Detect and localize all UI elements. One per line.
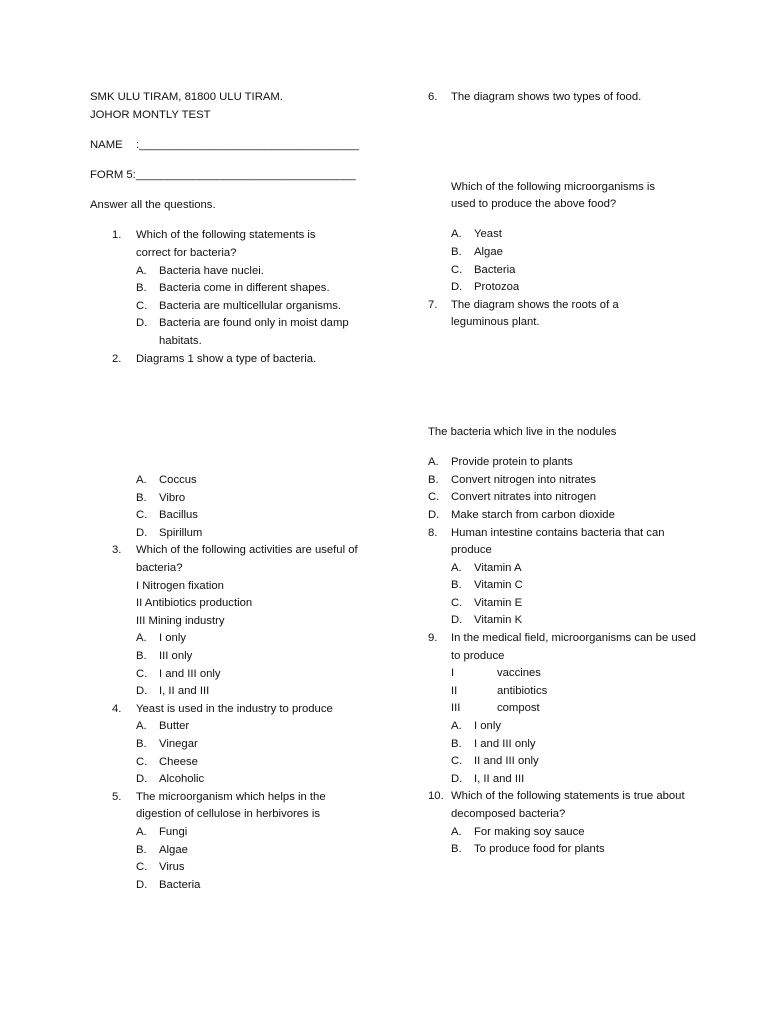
question-3-statements [136, 578, 430, 631]
right-column [428, 89, 768, 859]
option-d: D. Protozoa [451, 281, 520, 294]
option-b: B. Algae [136, 843, 188, 856]
question-3 [90, 542, 430, 577]
question-8-options [451, 560, 768, 630]
question-3-options [136, 630, 430, 700]
name-label: NAME [90, 138, 123, 151]
school-name: SMK ULU TIRAM, 81800 ULU TIRAM. [90, 91, 283, 103]
option-b: B. Vitamin C [451, 579, 523, 592]
option-b: B. Convert nitrogen into nitrates [428, 473, 597, 486]
question-number: 6. [428, 91, 438, 103]
question-number: 10. [428, 790, 444, 803]
question-1 [90, 227, 430, 262]
name-field [90, 137, 430, 155]
statement: I Nitrogen fixation [136, 579, 224, 592]
statement: III Mining industry [136, 614, 225, 627]
statement: III compost [451, 702, 540, 715]
option-c: C. Convert nitrates into nitrogen [428, 491, 597, 504]
option-a: A. Bacteria have nuclei. [136, 264, 264, 277]
question-6-question: Which of the following microorganisms is used to produce the above food? [451, 180, 656, 211]
option-d: D. I, II and III [136, 685, 210, 698]
question-text: In the medical field, microorganisms can be used to produce [451, 632, 696, 662]
option-c: C. Bacillus [136, 509, 198, 522]
question-text: The microorganism which helps in the digestion of cellulose in herbivores is [136, 790, 326, 821]
question-7-options [428, 454, 768, 524]
option-c: C. Cheese [136, 755, 198, 768]
question-6-options [451, 226, 768, 296]
question-6 [428, 89, 768, 107]
option-a: A. For making soy sauce [451, 825, 585, 838]
option-a: A. Coccus [136, 474, 197, 487]
option-a: A. Butter [136, 720, 190, 733]
option-d: D. Bacteria [136, 878, 201, 891]
question-text: Human intestine contains bacteria that can produce [451, 526, 665, 557]
option-b: B. III only [136, 650, 193, 663]
option-d: D. Vitamin K [451, 614, 523, 627]
question-text: Which of the following statements is true about decomposed bacteria? [451, 790, 685, 820]
question-number: 3. [112, 544, 122, 557]
question-number: 5. [112, 790, 122, 803]
option-c: C. I and III only [136, 667, 221, 680]
option-c: C. Vitamin E [451, 596, 523, 609]
left-column [90, 89, 430, 894]
question-10 [428, 788, 768, 823]
bacteria-diagram-area [90, 368, 430, 472]
question-10-options [451, 824, 768, 859]
question-text: Which of the following activities are useful of bacteria? [136, 544, 358, 575]
option-d: D. Make starch from carbon dioxide [428, 508, 615, 521]
option-b: B. Bacteria come in different shapes. [136, 282, 330, 295]
question-text: The diagram shows two types of food. [451, 91, 642, 103]
option-d: D. Alcoholic [136, 773, 205, 786]
question-2-options [136, 472, 430, 542]
question-text: The diagram shows the roots of a leguminous plant. [451, 298, 619, 329]
statement: II antibiotics [451, 684, 548, 697]
question-text: Diagrams 1 show a type of bacteria. [136, 352, 317, 365]
question-7 [428, 297, 768, 332]
option-a: A. I only [136, 632, 187, 645]
question-5 [90, 789, 430, 824]
option-b: B. Vibro [136, 491, 186, 504]
name-line: :___________________________________ [136, 138, 360, 151]
option-b: B. Vinegar [136, 738, 198, 750]
option-a: A. Fungi [136, 825, 188, 838]
question-number: 9. [428, 632, 438, 645]
option-b: B. Algae [451, 245, 503, 258]
statement: I vaccines [451, 667, 541, 680]
question-4-options [136, 718, 430, 788]
option-a: A. Vitamin A [451, 561, 522, 574]
question-number: 2. [112, 352, 122, 365]
food-diagram-area [428, 107, 768, 179]
question-number: 1. [112, 229, 122, 242]
option-d: D. Bacteria are found only in moist damp habitats. [136, 317, 349, 347]
statement: II Antibiotics production [136, 597, 253, 610]
option-c: C. Virus [136, 861, 185, 874]
option-a: A. Provide protein to plants [428, 456, 573, 469]
option-b: B. To produce food for plants [451, 843, 605, 856]
question-5-options [136, 824, 430, 894]
question-text: Yeast is used in the industry to produce [136, 702, 333, 715]
question-1-options [136, 263, 430, 351]
option-c: C. Bacteria [451, 263, 516, 276]
option-d: D. Spirillum [136, 526, 203, 539]
question-number: 7. [428, 298, 438, 311]
question-number: 4. [112, 702, 122, 715]
question-7-question: The bacteria which live in the nodules [428, 425, 617, 438]
option-a: A. I only [451, 720, 502, 733]
option-a: A. Yeast [451, 228, 502, 241]
question-9-statements [451, 665, 768, 718]
option-d: D. I, II and III [451, 772, 525, 785]
question-2 [90, 351, 430, 369]
question-9 [428, 630, 768, 665]
instruction: Answer all the questions. [90, 199, 216, 212]
question-text: Which of the following statements is correct for bacteria? [136, 229, 316, 259]
question-8 [428, 525, 768, 560]
form-field: FORM 5:___________________________________ [90, 168, 356, 181]
question-9-options [451, 718, 768, 788]
test-title: JOHOR MONTLY TEST [90, 108, 211, 121]
question-number: 8. [428, 526, 438, 539]
option-c: C. II and III only [451, 755, 539, 768]
root-diagram-area [428, 332, 768, 424]
option-c: C. Bacteria are multicellular organisms. [136, 299, 342, 312]
question-4 [90, 701, 430, 719]
option-b: B. I and III only [451, 737, 536, 750]
